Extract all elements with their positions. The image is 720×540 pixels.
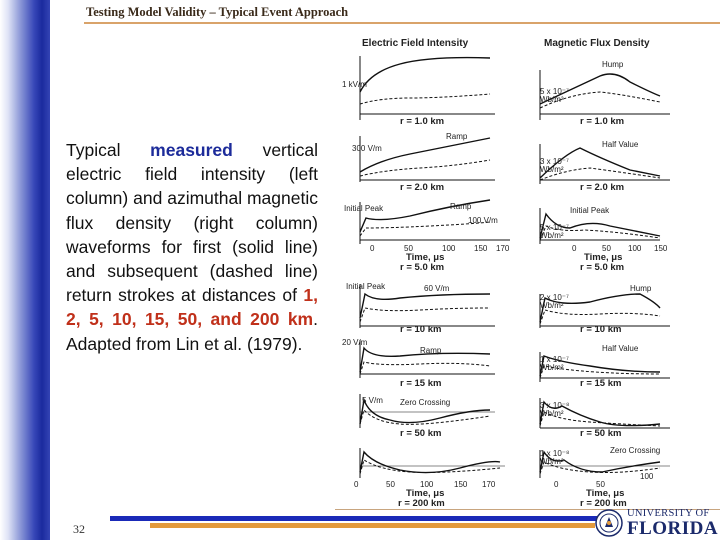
time-tick: 0 (354, 480, 359, 489)
time-axis-label: Time, μs (406, 488, 445, 499)
body-text-part: . Adapted from Lin et al. (1979). (66, 309, 318, 354)
time-tick: 150 (474, 244, 488, 253)
logo-line-1: UNIVERSITY OF (627, 508, 710, 519)
distance-label: r = 1.0 km (580, 116, 625, 127)
distance-label: r = 10 km (400, 324, 442, 335)
distance-label: r = 15 km (580, 378, 622, 389)
b-annotation: Half Value (602, 140, 639, 149)
body-highlight-measured: measured (150, 140, 233, 160)
e-annotation: Ramp (446, 132, 468, 141)
e-annotation: Ramp (450, 202, 472, 211)
distance-label: r = 200 km (398, 498, 445, 509)
distance-label: r = 2.0 km (580, 182, 625, 193)
distance-label: r = 200 km (580, 498, 627, 509)
time-tick: 100 (442, 244, 456, 253)
time-tick: 50 (596, 480, 605, 489)
footer-bar-blue (110, 516, 600, 521)
e-annotation: Initial Peak (346, 282, 386, 291)
b-scale-label: 5 x 10⁻⁷ Wb/m² (540, 223, 569, 240)
b-annotation: Half Value (602, 344, 639, 353)
e-scale-label: 300 V/m (352, 144, 382, 153)
b-scale-label: 2 x 10⁻⁷ Wb/m² (540, 293, 569, 310)
time-tick: 50 (602, 244, 611, 253)
time-axis-label: Time, μs (406, 252, 445, 263)
page-number: 32 (73, 522, 85, 536)
e-scale-label: 5 V/m (362, 396, 383, 405)
b-scale-label: 1 x 10⁻⁸ Wb/m² (540, 449, 570, 466)
e-annotation: Ramp (420, 346, 442, 355)
logo-line-2: FLORIDA (627, 518, 719, 539)
time-tick: 100 (640, 472, 654, 481)
distance-label: r = 50 km (580, 428, 622, 439)
time-tick: 0 (554, 480, 559, 489)
time-axis-label: Time, μs (586, 488, 625, 499)
university-seal-icon (595, 509, 623, 537)
time-tick: 150 (454, 480, 468, 489)
b-annotation: Hump (602, 60, 624, 69)
e-scale-label: 100 V/m (468, 216, 498, 225)
time-tick: 50 (404, 244, 413, 253)
b-scale-label: 1 x 10⁻⁷ Wb/m² (540, 355, 569, 372)
b-annotation: Hump (630, 284, 652, 293)
time-tick: 0 (572, 244, 577, 253)
left-accent-bar (0, 0, 50, 540)
body-highlight-distances: 1, 2, 5, 10, 15, 50, and 200 km (66, 285, 318, 330)
university-logo (593, 508, 720, 540)
distance-label: r = 2.0 km (400, 182, 445, 193)
title-divider (84, 22, 720, 24)
slide-body-text (66, 138, 318, 356)
b-annotation: Initial Peak (570, 206, 610, 215)
e-scale-label: 1 kV/m (342, 80, 367, 89)
time-tick: 170 (482, 480, 496, 489)
time-tick: 0 (370, 244, 375, 253)
b-scale-label: 5 x 10⁻⁷ Wb/m² (540, 87, 569, 104)
e-annotation: Initial Peak (344, 204, 384, 213)
waveform-plots (340, 32, 700, 502)
e-scale-label: 60 V/m (424, 284, 450, 293)
right-column-header: Magnetic Flux Density (544, 38, 650, 49)
body-text-part: vertical electric field intensity (left column) and azimuthal magnetic flux density (right column) waveforms for first (solid line) and subsequent (dashed line) return strokes at distances of (66, 140, 318, 306)
b-annotation: Zero Crossing (610, 446, 661, 455)
b-scale-label: 3 x 10⁻⁸ Wb/m² (540, 401, 570, 418)
time-tick: 150 (654, 244, 668, 253)
distance-label: r = 1.0 km (400, 116, 445, 127)
waveform-figure (340, 32, 700, 502)
time-axis-label: Time, μs (584, 252, 623, 263)
b-scale-label: 3 x 10⁻⁷ Wb/m² (540, 157, 569, 174)
distance-label: r = 5.0 km (400, 262, 445, 273)
e-annotation: Zero Crossing (400, 398, 451, 407)
distance-label: r = 50 km (400, 428, 442, 439)
time-tick: 170 (496, 244, 510, 253)
footer-bar-orange (150, 523, 595, 528)
left-column-header: Electric Field Intensity (362, 38, 469, 49)
time-tick: 50 (386, 480, 395, 489)
distance-label: r = 5.0 km (580, 262, 625, 273)
body-text-part: Typical (66, 140, 151, 160)
e-scale-label: 20 V/m (342, 338, 368, 347)
time-tick: 100 (420, 480, 434, 489)
distance-label: r = 15 km (400, 378, 442, 389)
slide-title: Testing Model Validity – Typical Event Approach (86, 5, 349, 19)
distance-label: r = 10 km (580, 324, 622, 335)
time-tick: 100 (628, 244, 642, 253)
